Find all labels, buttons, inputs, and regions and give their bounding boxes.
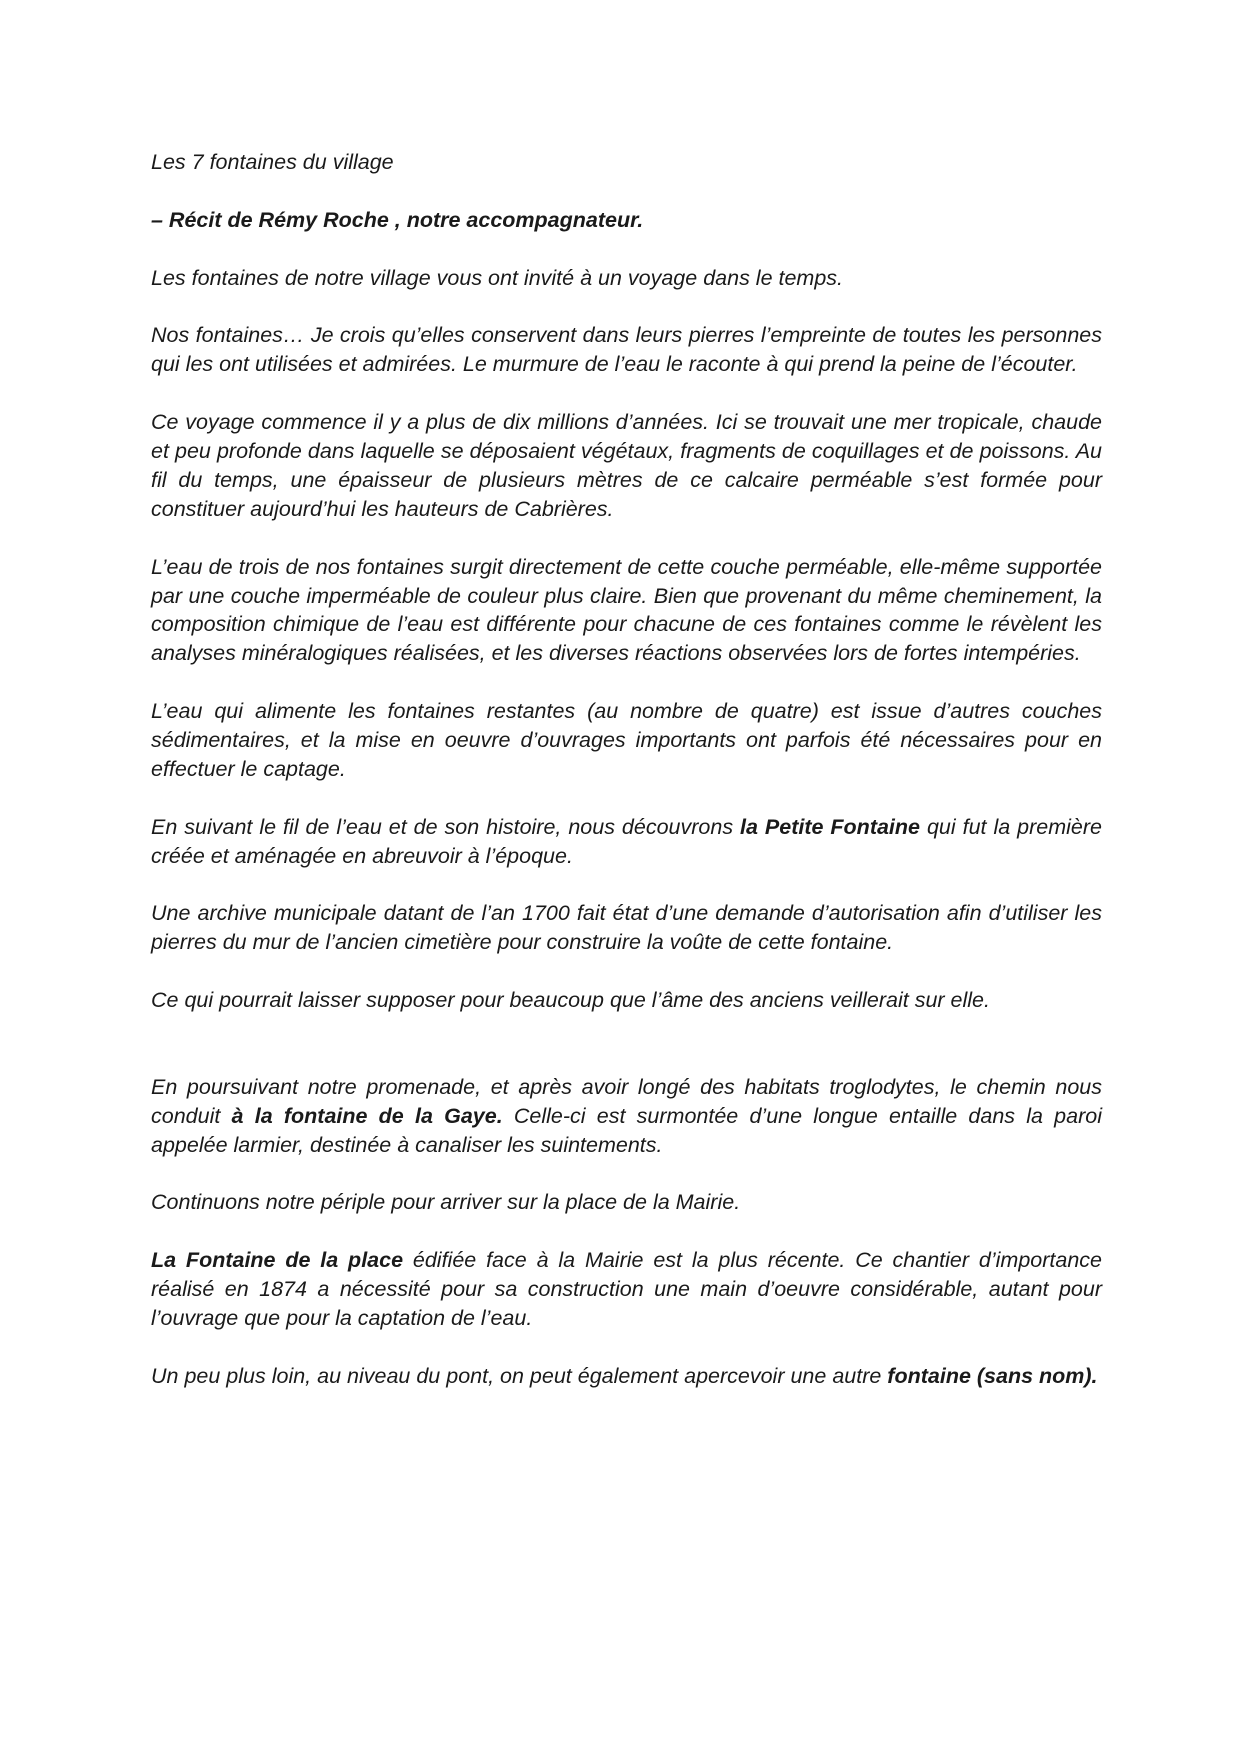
text-run: Un peu plus loin, au niveau du pont, on peut également apercevoir une autre: [151, 1363, 888, 1388]
document-title: Les 7 fontaines du village: [151, 150, 394, 174]
text-run: En suivant le fil de l’eau et de son histoire, nous découvrons: [151, 814, 741, 839]
paragraph: [151, 986, 1102, 1015]
document-subtitle: [151, 206, 1102, 235]
paragraph: [151, 321, 1102, 379]
paragraph: [151, 264, 1102, 293]
text-run: Nos fontaines… Je crois qu’elles conservent dans leurs pierres l’empreinte de toutes les personnes qui les ont utilisées et admirées. Le murmure de l’eau le raconte à qui prend la peine de l’écouter.: [151, 323, 1102, 377]
bold-text: la Petite Fontaine: [740, 814, 920, 839]
document-body: [151, 264, 1102, 1391]
subtitle-text: – Récit de Rémy Roche , notre accompagnateur.: [151, 207, 644, 232]
paragraph: [151, 408, 1102, 524]
text-run: L’eau qui alimente les fontaines restantes (au nombre de quatre) est issue d’autres couches sédimentaires, et la mise en oeuvre d’ouvrages importants ont parfois été nécessaires pour en effectuer le captage.: [151, 699, 1102, 781]
text-run: Continuons notre périple pour arriver sur la place de la Mairie.: [151, 1190, 741, 1215]
document-page: [151, 148, 1102, 1420]
paragraph: [151, 697, 1102, 784]
paragraph: [151, 1362, 1102, 1391]
text-run: Ce voyage commence il y a plus de dix millions d’années. Ici se trouvait une mer tropicale, chaude et peu profonde dans laquelle se déposaient végétaux, fragments de coquillages et de poissons. Au fil du temps, une épaisseur de plusieurs mètres de ce calcaire perméable s’est formée pour constituer aujourd’hui les hauteurs de Cabrières.: [151, 410, 1102, 521]
paragraph: [151, 1073, 1102, 1160]
text-run: En poursuivant notre promenade, et après avoir longé des habitats troglodytes, le chemin nous conduit: [151, 1074, 1102, 1128]
bold-text: fontaine (sans nom).: [887, 1363, 1098, 1388]
paragraph: [151, 1246, 1102, 1333]
text-run: Ce qui pourrait laisser supposer pour beaucoup que l’âme des anciens veillerait sur elle.: [151, 988, 990, 1013]
text-run: L’eau de trois de nos fontaines surgit directement de cette couche perméable, elle-même supportée par une couche imperméable de couleur plus claire. Bien que provenant du même cheminement, la composition chimique de l’eau est différente pour chacune de ces fontaines comme le révèlent les analyses minéralogiques réalisées, et les diverses réactions observées lors de fortes intempéries.: [151, 554, 1102, 666]
text-run: édifiée face à la Mairie est la plus récente. Ce chantier d’importance réalisé en 1874 a nécessité pour sa construction une main d’oeuvre considérable, autant pour l’ouvrage que pour la captation de l’eau.: [151, 1248, 1102, 1331]
text-run: Une archive municipale datant de l’an 1700 fait état d’une demande d’autorisation afin d’utiliser les pierres du mur de l’ancien cimetière pour construire la voûte de cette fontaine.: [151, 901, 1102, 955]
paragraph: [151, 899, 1102, 957]
paragraph: [151, 553, 1102, 669]
text-run: qui fut la première créée et aménagée en abreuvoir à l’époque.: [151, 814, 1102, 868]
bold-text: La Fontaine de la place: [151, 1248, 404, 1273]
text-run: Celle-ci est surmontée d’une longue entaille dans la paroi appelée larmier, destinée à canaliser les suintements.: [151, 1103, 1102, 1157]
paragraph: [151, 813, 1102, 871]
text-run: Les fontaines de notre village vous ont invité à un voyage dans le temps.: [151, 265, 844, 290]
bold-text: à la fontaine de la Gaye.: [231, 1103, 503, 1128]
paragraph: [151, 1188, 1102, 1217]
